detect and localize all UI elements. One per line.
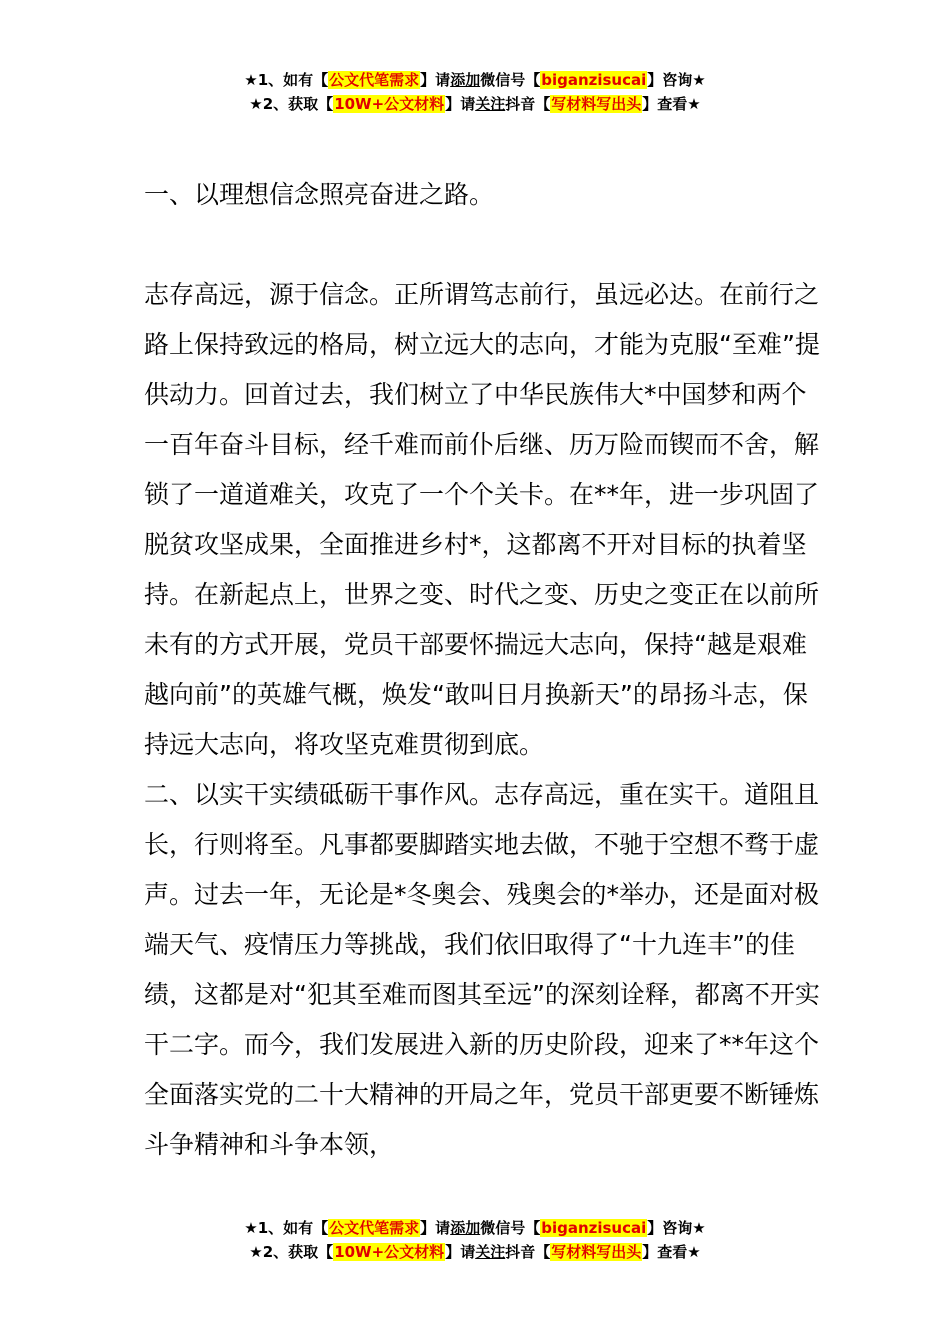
banner-text: 微信号【 [480, 71, 541, 89]
paragraph-1: 志存高远，源于信念。正所谓笃志前行，虽远必达。在前行之路上保持致远的格局，树立远大的志向，才能为克服“至难”提供动力。回首过去，我们树立了中华民族伟大*中国梦和两个一百年奋斗目标，经千难而前仆后继、历万险而锲而不舍，解锁了一道道难关，攻克了一个个关卡。在**年，进一步巩固了脱贫攻坚成果，全面推进乡村*，这都离不开对目标的执着坚持。在新起点上，世界之变、时代之变、历史之变正在以前所未有的方式开展，党员干部要怀揣远大志向，保持“越是艰难越向前”的英雄气概，焕发“敢叫日月换新天”的昂扬斗志，保持远大志向，将攻坚克难贯彻到底。 [144, 280, 820, 759]
underlined-text: 添加 [450, 71, 481, 89]
banner-text: 】咨询★ [647, 71, 706, 89]
highlight-wechat-id: biganzisucai [541, 1219, 647, 1237]
banner-text: 】请 [445, 1243, 476, 1261]
banner-text: 】咨询★ [647, 1219, 706, 1237]
banner-text: 抖音【 [505, 95, 551, 113]
underlined-text: 关注 [475, 95, 506, 113]
highlight-service: 公文代笔需求 [329, 71, 420, 89]
highlight-wechat-id: biganzisucai [541, 71, 647, 89]
banner-text: ★2、获取【 [249, 95, 334, 113]
banner-line-1 [0, 1216, 950, 1240]
banner-text: 】请 [445, 95, 476, 113]
banner-line-1 [0, 68, 950, 92]
banner-text: ★1、如有【 [244, 71, 329, 89]
banner-text: 抖音【 [505, 1243, 551, 1261]
banner-text: 】查看★ [642, 95, 701, 113]
highlight-materials: 10W+公文材料 [334, 95, 445, 113]
highlight-douyin-account: 写材料写出头 [551, 95, 642, 113]
top-banner [0, 68, 950, 116]
banner-text: ★1、如有【 [244, 1219, 329, 1237]
banner-text: 】请 [420, 1219, 451, 1237]
banner-text: 微信号【 [480, 1219, 541, 1237]
bottom-banner [0, 1216, 950, 1264]
banner-text: 】查看★ [642, 1243, 701, 1261]
highlight-douyin-account: 写材料写出头 [551, 1243, 642, 1261]
banner-text: ★2、获取【 [249, 1243, 334, 1261]
banner-line-2 [0, 92, 950, 116]
highlight-service: 公文代笔需求 [329, 1219, 420, 1237]
banner-line-2 [0, 1240, 950, 1264]
paragraph-2: 二、以实干实绩砥砺干事作风。志存高远，重在实干。道阻且长，行则将至。凡事都要脚踏实地去做，不驰于空想不骛于虚声。过去一年，无论是*冬奥会、残奥会的*举办，还是面对极端天气、疫情压力等挑战，我们依旧取得了“十九连丰”的佳绩，这都是对“犯其至难而图其至远”的深刻诠释，都离不开实干二字。而今，我们发展进入新的历史阶段，迎来了**年这个全面落实党的二十大精神的开局之年，党员干部更要不断锤炼斗争精神和斗争本领， [144, 780, 820, 1159]
highlight-materials: 10W+公文材料 [334, 1243, 445, 1261]
banner-text: 】请 [420, 71, 451, 89]
document-body [144, 170, 824, 1170]
underlined-text: 关注 [475, 1243, 506, 1261]
underlined-text: 添加 [450, 1219, 481, 1237]
section-heading-1: 一、以理想信念照亮奋进之路。 [144, 180, 495, 209]
